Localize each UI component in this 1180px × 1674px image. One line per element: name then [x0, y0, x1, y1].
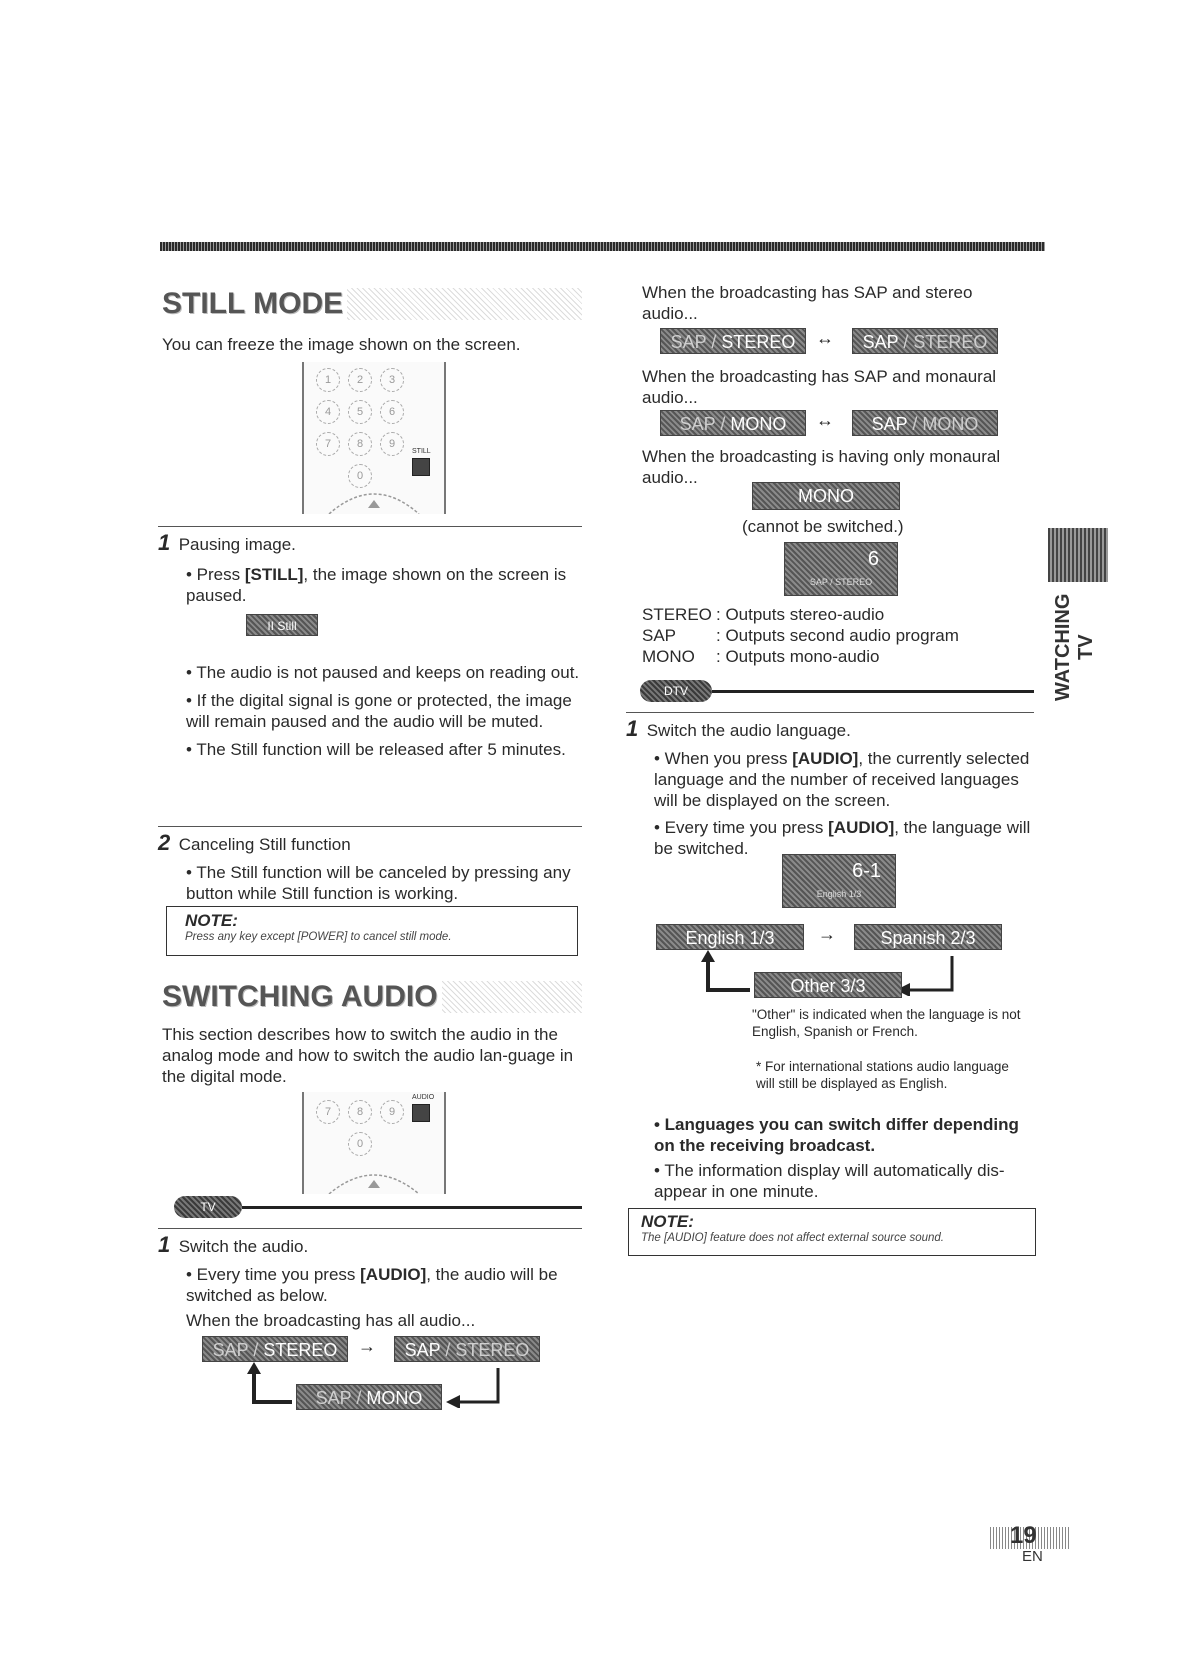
box-highlight-text: SAP	[404, 1340, 441, 1360]
bullet-text: , the image shown on the screen is paused.	[186, 565, 567, 605]
arrow-both-icon: ↔	[816, 328, 834, 348]
sap-mono-label: When the broadcasting has SAP and monaural audio...	[642, 367, 997, 407]
legend-value: : Outputs stereo-audio	[716, 605, 885, 624]
note-text: Press any key except [POWER] to cancel still mode.	[185, 931, 452, 943]
box-dim-text: SAP /	[670, 332, 722, 352]
dtv-step-1-bullets	[654, 748, 1038, 859]
arrow-right-icon: →	[818, 924, 836, 944]
remote-key-7: 7	[316, 432, 340, 456]
box-mono: MONO	[752, 482, 900, 510]
legend-value: : Outputs second audio program	[716, 626, 959, 645]
info-display-bullet: • The information display will automatically dis-appear in one minute.	[654, 1161, 1005, 1201]
remote-key-4: 4	[316, 400, 340, 424]
legend-key: STEREO	[642, 605, 712, 624]
languages-bold-bullet: • Languages you can switch differ depending on the receiving broadcast.	[654, 1115, 1019, 1155]
remote-key-2: 2	[348, 368, 372, 392]
remote-audio-key-label: AUDIO	[412, 1094, 435, 1101]
remote-key-7: 7	[316, 1100, 340, 1124]
key-audio: [AUDIO]	[360, 1265, 427, 1284]
box-sap-mono	[660, 410, 806, 436]
box-highlight-text: MONO	[730, 414, 787, 434]
box-dim-text: SAP /	[679, 414, 731, 434]
bullet-text: • When you press	[654, 749, 793, 768]
key-audio: [AUDIO]	[828, 818, 895, 837]
step-heading: Canceling Still function	[178, 835, 351, 854]
legend-key: SAP	[642, 626, 677, 645]
bullet: • The Still function will be released after 5 minutes.	[186, 740, 566, 759]
arrow-both-icon: ↔	[816, 410, 834, 430]
remote-key-5: 5	[348, 400, 372, 424]
side-tab-marker	[1048, 528, 1108, 582]
box-highlight-text: MONO	[366, 1388, 423, 1408]
still-mode-intro: You can freeze the image shown on the screen.	[162, 335, 521, 354]
side-tab-label: WATCHING TV	[1052, 593, 1097, 701]
bullet-text: , the language will be switched.	[654, 818, 1031, 858]
tv-badge: TV	[174, 1196, 242, 1218]
bullet	[654, 748, 1038, 811]
step-heading: Switch the audio.	[178, 1237, 309, 1256]
box-sap-only: SAP / MONO	[852, 410, 998, 436]
box-highlight-text: STEREO	[263, 1340, 338, 1360]
remote-key-0: 0	[348, 1132, 372, 1156]
legend-key: MONO	[642, 647, 695, 666]
switching-audio-intro: This section describes how to switch the audio in the analog mode and how to switch the audio lan-guage in the digital mode.	[162, 1025, 574, 1086]
all-audio-label: When the broadcasting has all audio...	[186, 1311, 476, 1330]
arrow-right-icon: →	[358, 1336, 376, 1356]
step-number: 2	[158, 830, 171, 855]
remote-still-key	[412, 458, 430, 476]
channel-language: English 1/3	[816, 889, 862, 899]
remote-still-illustration	[302, 362, 446, 514]
audio-box-sap	[394, 1336, 540, 1362]
box-dim-text: MONO	[922, 414, 979, 434]
bullet: • The audio is not paused and keeps on reading out.	[186, 663, 580, 682]
mono-only-label: When the broadcasting is having only monaural audio...	[642, 447, 1001, 487]
note-title: NOTE:	[641, 1212, 694, 1231]
step-number: 1	[158, 1232, 171, 1257]
step-heading: Switch the audio language.	[646, 721, 851, 740]
lang-box-other: Other 3/3	[754, 972, 902, 998]
remote-audio-illustration	[302, 1092, 446, 1194]
remote-audio-key	[412, 1104, 430, 1122]
lang-box-spanish: Spanish 2/3	[854, 924, 1002, 950]
box-sap-stereo	[660, 328, 806, 354]
remote-key-3: 3	[380, 368, 404, 392]
lang-channel-display	[782, 854, 896, 908]
step-heading: Pausing image.	[178, 535, 296, 554]
still-indicator-text: Still	[277, 619, 297, 633]
note-text: The [AUDIO] feature does not affect external source sound.	[641, 1232, 944, 1244]
bullet: • If the digital signal is gone or protected, the image will remain paused and the audio will be muted.	[186, 691, 572, 731]
rule	[158, 1228, 582, 1229]
dtv-step-1	[626, 716, 851, 742]
remote-key-8: 8	[348, 1100, 372, 1124]
page-language: EN	[1022, 1548, 1043, 1565]
top-rule-bar	[160, 242, 1045, 251]
bullet-text: , the currently selected language and the number of received languages will be displayed on the screen.	[654, 749, 1030, 810]
remote-still-key-label: STILL	[412, 448, 431, 455]
international-note: * For international stations audio language will still be displayed as English.	[756, 1059, 1009, 1091]
key-still: [STILL]	[244, 565, 304, 584]
step-number: 1	[158, 530, 171, 555]
channel-display	[784, 542, 898, 596]
box-dim-text: SAP /	[212, 1340, 264, 1360]
channel-audio-mode: SAP / STEREO	[809, 577, 873, 587]
box-sap	[852, 328, 998, 354]
still-step-2-bullet: • The Still function will be canceled by pressing any button while Still function is working.	[186, 863, 571, 903]
box-dim-text: SAP /	[315, 1388, 367, 1408]
channel-number: 6	[867, 548, 879, 570]
audio-box-sap-mono	[296, 1384, 442, 1410]
bullet-text: , the audio will be switched as below.	[186, 1265, 558, 1305]
legend-value: : Outputs mono-audio	[716, 647, 880, 666]
remote-key-6: 6	[380, 400, 404, 424]
rule	[626, 712, 1034, 713]
audio-box-sap-stereo	[202, 1336, 348, 1362]
note-title: NOTE:	[185, 911, 238, 930]
bullet-text: • Press	[186, 565, 245, 584]
channel-number: 6-1	[852, 860, 881, 882]
lang-box-english: English 1/3	[656, 924, 804, 950]
box-dim-text: / STEREO	[898, 332, 988, 352]
remote-key-0: 0	[348, 464, 372, 488]
rule	[158, 526, 582, 527]
dtv-badge-rule	[712, 690, 1034, 693]
other-language-note: "Other" is indicated when the language is not English, Spanish or French.	[752, 1007, 1021, 1039]
audio-legend	[642, 604, 1032, 667]
switching-audio-title: SWITCHING AUDIO	[162, 981, 582, 1013]
still-note-box	[166, 906, 578, 956]
legend-row	[642, 625, 1032, 646]
bullet-text: • Every time you press	[186, 1265, 361, 1284]
remote-key-9: 9	[380, 1100, 404, 1124]
legend-row	[642, 604, 1032, 625]
remote-dpad-outline	[324, 480, 424, 514]
still-screen-indicator	[246, 614, 318, 636]
remote-key-9: 9	[380, 432, 404, 456]
step-number: 1	[626, 716, 639, 741]
rule	[158, 826, 582, 827]
still-mode-title: STILL MODE	[162, 288, 582, 320]
box-dim-text: / STEREO	[440, 1340, 530, 1360]
legend-row	[642, 646, 1032, 667]
bullet	[654, 817, 1038, 859]
dtv-badge: DTV	[640, 680, 712, 702]
remote-dpad-outline	[324, 1162, 424, 1194]
audio-step-1	[158, 1232, 308, 1258]
box-highlight-text: SAP	[862, 332, 899, 352]
dtv-note-box	[628, 1208, 1036, 1256]
still-step-1-bullet	[186, 564, 582, 606]
box-highlight-text: STEREO	[721, 332, 796, 352]
cannot-switch-text: (cannot be switched.)	[742, 517, 904, 536]
bullet-text: • Every time you press	[654, 818, 829, 837]
page-number: 19	[1010, 1522, 1037, 1549]
remote-key-1: 1	[316, 368, 340, 392]
remote-key-8: 8	[348, 432, 372, 456]
box-highlight-text: SAP	[871, 414, 908, 434]
still-step-2	[158, 830, 351, 856]
audio-step-1-bullet	[186, 1264, 582, 1306]
tv-badge-rule	[242, 1206, 582, 1209]
still-step-1-bullets	[186, 662, 582, 760]
still-step-1	[158, 530, 296, 556]
pause-icon: II	[267, 619, 274, 633]
key-audio: [AUDIO]	[792, 749, 859, 768]
sap-stereo-label: When the broadcasting has SAP and stereo audio...	[642, 283, 973, 323]
